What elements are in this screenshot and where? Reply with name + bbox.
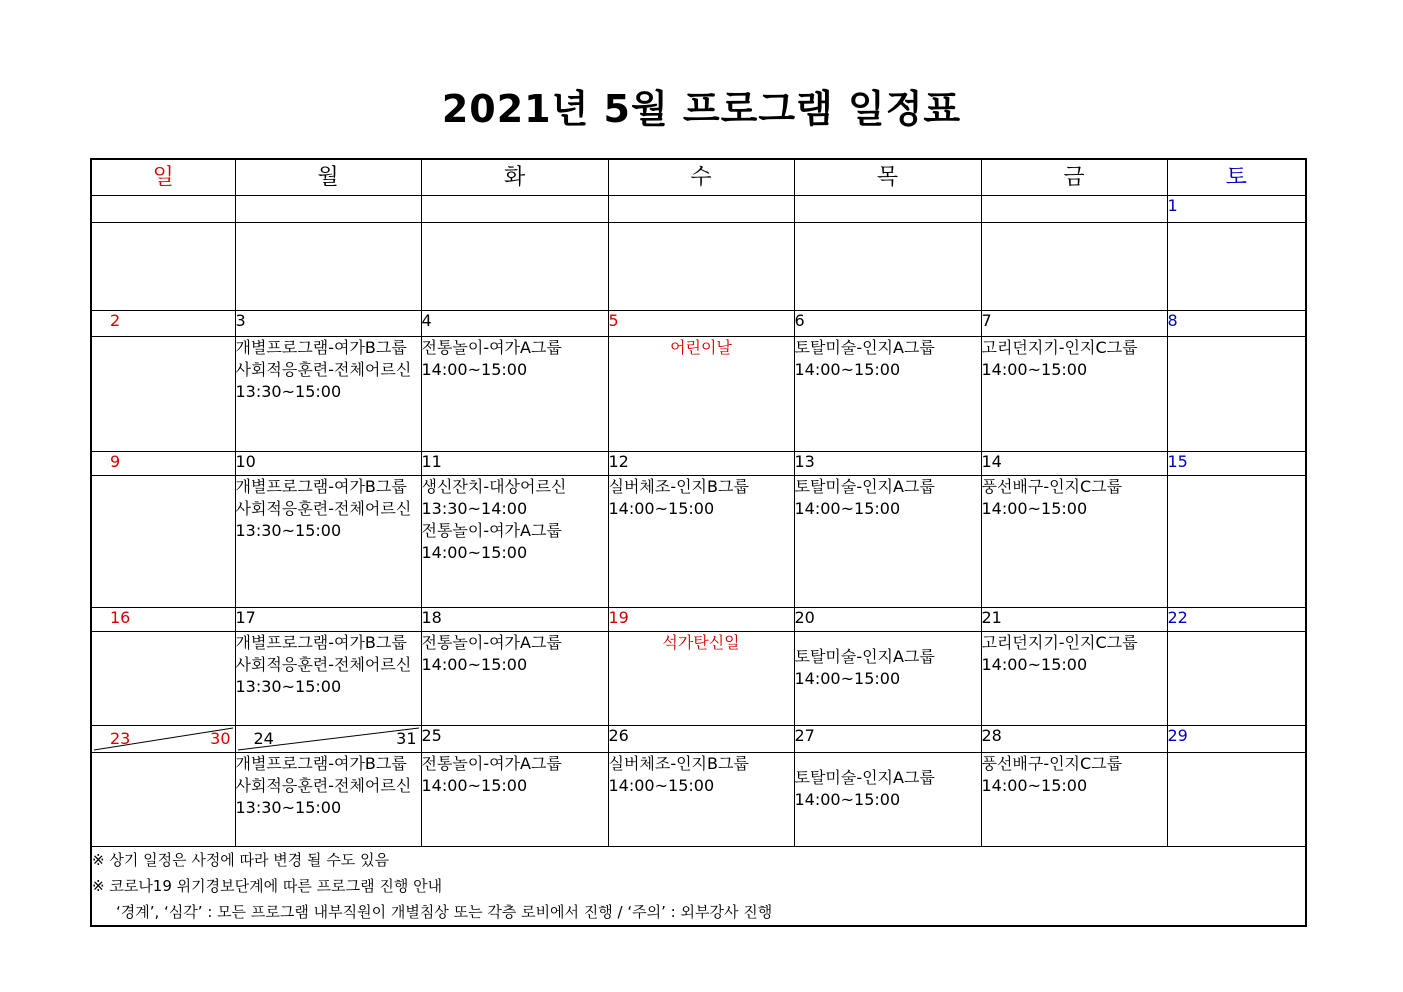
- event-cell: [981, 632, 1167, 726]
- date-cell: 8: [1167, 311, 1306, 337]
- date-cell: 21: [981, 608, 1167, 632]
- event-cell: [1167, 632, 1306, 726]
- event-cell: [421, 632, 608, 726]
- dual-date-cell-sun: [91, 726, 235, 753]
- event-cell: [91, 223, 235, 311]
- weekday-sat: 토: [1167, 159, 1306, 196]
- event-cell: [1167, 223, 1306, 311]
- event-line: 14:00~15:00: [794, 499, 901, 518]
- event-line: 풍선배구-인지C그룹: [981, 477, 1123, 496]
- event-cell: [608, 476, 794, 608]
- date-cell: 10: [235, 452, 421, 476]
- week-5-event-row: [91, 753, 1306, 847]
- date-cell: 5: [608, 311, 794, 337]
- date-cell: 28: [981, 726, 1167, 753]
- event-line: 13:30~15:00: [235, 521, 342, 540]
- date-cell: 20: [794, 608, 981, 632]
- date-cell: 18: [421, 608, 608, 632]
- date-30: 30: [210, 729, 231, 748]
- event-line: 13:30~15:00: [235, 798, 342, 817]
- event-line: 개별프로그램-여가B그룹: [235, 338, 407, 357]
- date-cell: [794, 196, 981, 223]
- week-5-date-row: [91, 726, 1306, 753]
- page-title: 2021년 5월 프로그램 일정표: [441, 87, 962, 131]
- event-line: 석가탄신일: [662, 633, 740, 652]
- event-line: 개별프로그램-여가B그룹: [235, 754, 407, 773]
- event-cell: [235, 223, 421, 311]
- date-cell: [91, 196, 235, 223]
- event-line: 전통놀이-여가A그룹: [421, 754, 562, 773]
- date-cell: 27: [794, 726, 981, 753]
- weekday-thu: 목: [794, 159, 981, 196]
- event-cell: [608, 337, 794, 452]
- event-cell: [794, 476, 981, 608]
- event-cell: [794, 337, 981, 452]
- event-line: 토탈미술-인지A그룹: [794, 768, 935, 787]
- event-cell: [981, 476, 1167, 608]
- event-line: 14:00~15:00: [981, 360, 1088, 379]
- event-line: 14:00~15:00: [981, 499, 1088, 518]
- event-line: 13:30~15:00: [235, 382, 342, 401]
- event-line: 전통놀이-여가A그룹: [421, 338, 562, 357]
- note-line: ‘경계’, ‘심각’ : 모든 프로그램 내부직원이 개별침상 또는 각층 로비에서 진행 / ‘주의’ : 외부강사 진행: [116, 903, 773, 921]
- event-line: 생신잔치-대상어르신: [421, 477, 567, 496]
- event-line: 14:00~15:00: [794, 669, 901, 688]
- event-line: 사회적응훈련-전체어르신: [235, 776, 412, 795]
- week-2-date-row: [91, 311, 1306, 337]
- event-cell: [608, 753, 794, 847]
- event-line: 14:00~15:00: [421, 776, 528, 795]
- event-line: 토탈미술-인지A그룹: [794, 338, 935, 357]
- date-cell: 11: [421, 452, 608, 476]
- event-line: 어린이날: [670, 338, 732, 357]
- event-line: 전통놀이-여가A그룹: [421, 633, 562, 652]
- date-cell: 4: [421, 311, 608, 337]
- weekday-header-row: [91, 159, 1306, 196]
- event-cell: [794, 223, 981, 311]
- event-line: 토탈미술-인지A그룹: [794, 647, 935, 666]
- event-cell: [1167, 337, 1306, 452]
- event-cell: [794, 632, 981, 726]
- date-cell: [981, 196, 1167, 223]
- event-cell: [421, 753, 608, 847]
- notes-row: [91, 847, 1306, 927]
- date-cell: 22: [1167, 608, 1306, 632]
- date-cell: 16: [91, 608, 235, 632]
- date-23: 23: [110, 729, 131, 748]
- date-cell: 14: [981, 452, 1167, 476]
- weekday-fri: 금: [981, 159, 1167, 196]
- date-cell: [421, 196, 608, 223]
- date-cell: [235, 196, 421, 223]
- event-line: 토탈미술-인지A그룹: [794, 477, 935, 496]
- event-line: 사회적응훈련-전체어르신: [235, 499, 412, 518]
- event-cell: [794, 753, 981, 847]
- week-4-event-row: [91, 632, 1306, 726]
- event-line: 사회적응훈련-전체어르신: [235, 655, 412, 674]
- notes-cell: [91, 847, 1306, 927]
- calendar-table: [90, 158, 1307, 927]
- date-cell: 1: [1167, 196, 1306, 223]
- event-cell: [235, 337, 421, 452]
- date-cell: 9: [91, 452, 235, 476]
- dual-date-cell-mon: [235, 726, 421, 753]
- event-cell: [981, 753, 1167, 847]
- event-line: 14:00~15:00: [421, 543, 528, 562]
- date-cell: 17: [235, 608, 421, 632]
- event-cell: [981, 223, 1167, 311]
- weekday-tue: 화: [421, 159, 608, 196]
- event-line: 14:00~15:00: [608, 776, 715, 795]
- event-line: 13:30~14:00: [421, 499, 528, 518]
- event-line: 고리던지기-인지C그룹: [981, 338, 1138, 357]
- date-31: 31: [396, 729, 417, 748]
- date-cell: [608, 196, 794, 223]
- week-1-event-row: [91, 223, 1306, 311]
- event-cell: [235, 753, 421, 847]
- event-cell: [608, 632, 794, 726]
- date-cell: 12: [608, 452, 794, 476]
- date-cell: 26: [608, 726, 794, 753]
- event-cell: [981, 337, 1167, 452]
- event-cell: [1167, 753, 1306, 847]
- weekday-wed: 수: [608, 159, 794, 196]
- event-line: 개별프로그램-여가B그룹: [235, 477, 407, 496]
- event-line: 14:00~15:00: [608, 499, 715, 518]
- event-cell: [421, 223, 608, 311]
- week-3-date-row: [91, 452, 1306, 476]
- date-24: 24: [253, 729, 274, 748]
- event-cell: [91, 753, 235, 847]
- event-line: 풍선배구-인지C그룹: [981, 754, 1123, 773]
- week-2-event-row: [91, 337, 1306, 452]
- date-cell: 25: [421, 726, 608, 753]
- event-line: 사회적응훈련-전체어르신: [235, 360, 412, 379]
- note-line: ※ 코로나19 위기경보단계에 따른 프로그램 진행 안내: [92, 877, 443, 895]
- week-4-date-row: [91, 608, 1306, 632]
- event-line: 14:00~15:00: [981, 776, 1088, 795]
- event-cell: [1167, 476, 1306, 608]
- event-cell: [235, 476, 421, 608]
- event-cell: [235, 632, 421, 726]
- event-line: 14:00~15:00: [794, 790, 901, 809]
- event-line: 14:00~15:00: [421, 360, 528, 379]
- event-line: 14:00~15:00: [421, 655, 528, 674]
- event-line: 실버체조-인지B그룹: [608, 754, 749, 773]
- event-cell: [91, 476, 235, 608]
- week-3-event-row: [91, 476, 1306, 608]
- weekday-sun: 일: [91, 159, 235, 196]
- event-cell: [421, 476, 608, 608]
- event-line: 14:00~15:00: [981, 655, 1088, 674]
- event-cell: [91, 632, 235, 726]
- event-cell: [421, 337, 608, 452]
- event-line: 고리던지기-인지C그룹: [981, 633, 1138, 652]
- date-cell: 13: [794, 452, 981, 476]
- date-cell: 3: [235, 311, 421, 337]
- date-cell: 29: [1167, 726, 1306, 753]
- event-line: 13:30~15:00: [235, 677, 342, 696]
- event-cell: [91, 337, 235, 452]
- weekday-mon: 월: [235, 159, 421, 196]
- week-1-date-row: [91, 196, 1306, 223]
- event-line: 14:00~15:00: [794, 360, 901, 379]
- date-cell: 19: [608, 608, 794, 632]
- date-cell: 15: [1167, 452, 1306, 476]
- date-cell: 7: [981, 311, 1167, 337]
- event-line: 개별프로그램-여가B그룹: [235, 633, 407, 652]
- date-cell: 2: [91, 311, 235, 337]
- event-cell: [608, 223, 794, 311]
- event-line: 전통놀이-여가A그룹: [421, 521, 562, 540]
- date-cell: 6: [794, 311, 981, 337]
- event-line: 실버체조-인지B그룹: [608, 477, 749, 496]
- note-line: ※ 상기 일정은 사정에 따라 변경 될 수도 있음: [92, 851, 390, 869]
